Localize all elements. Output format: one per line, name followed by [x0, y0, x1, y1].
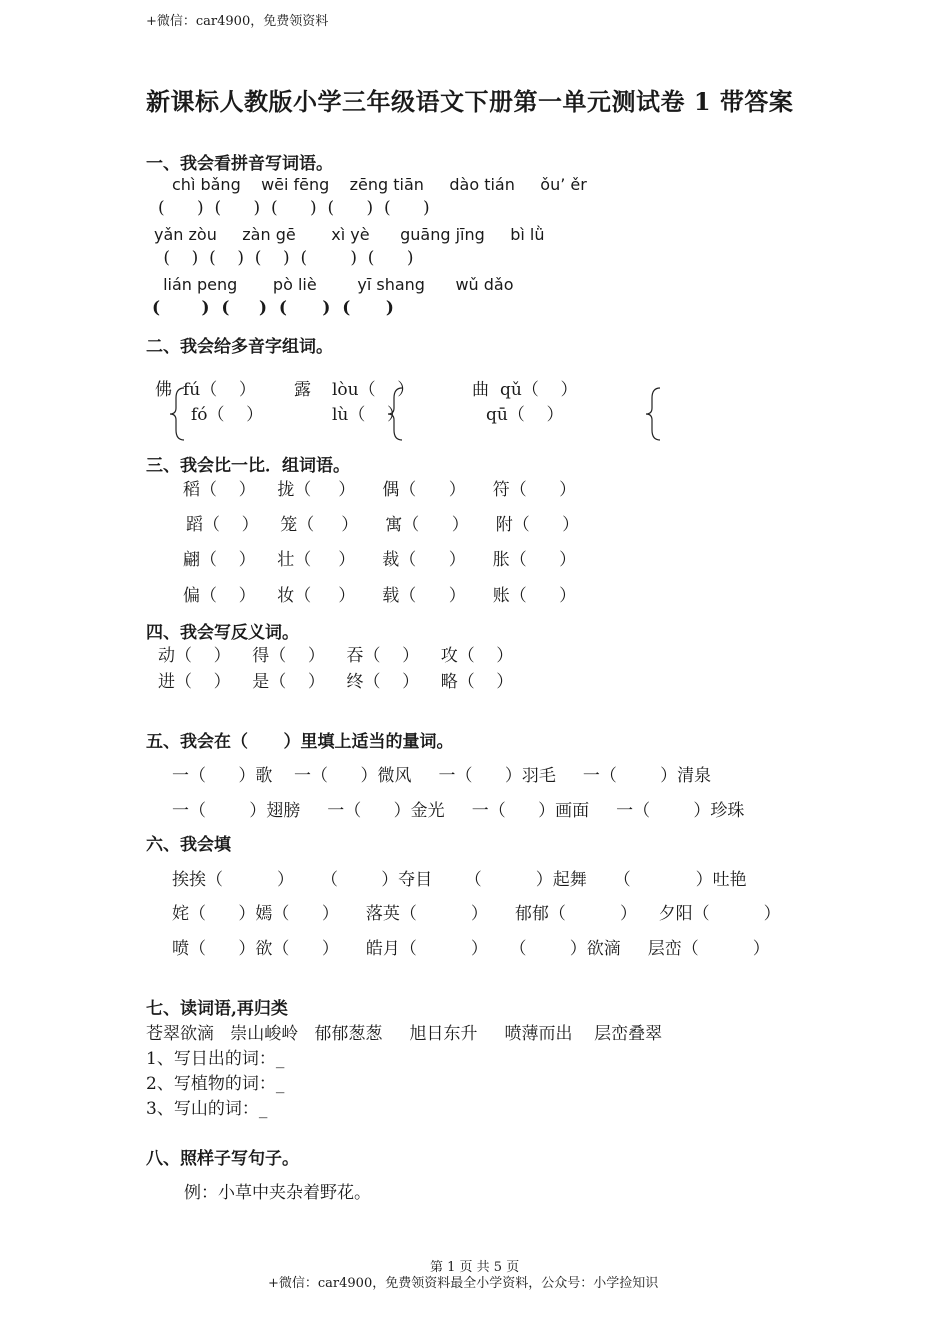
polyphone-qu1-blank: qū（ ） [486, 405, 564, 425]
blank-row-2: ( ) ( ) ( ) ( ) ( ) [158, 248, 414, 268]
polyphone-qu3-blank: qǔ（ ） [500, 380, 578, 400]
fill-row-2: 姹（ ）嫣（ ） 落英（ ） 郁郁（ ） 夕阳（ ） [172, 904, 781, 924]
blank-row-3: ( ) ( ) ( ) ( ) [152, 298, 394, 318]
polyphone-char-qu: 曲 [472, 380, 489, 400]
section-8-heading: 八、照样子写句子。 [146, 1149, 299, 1169]
brace-icon [386, 386, 406, 442]
antonym-row-1: 动（ ） 得（ ） 吞（ ） 攻（ ） [158, 646, 514, 666]
section-3-heading: 三、我会比一比．组词语。 [146, 456, 350, 476]
fill-row-1: 挨挨（ ） （ ）夺目 （ ）起舞 （ ）吐艳 [172, 870, 747, 890]
polyphone-char-lu: 露 [294, 380, 311, 400]
section-1-heading: 一、我会看拼音写词语。 [146, 154, 333, 174]
sunrise-words-question: 1、写日出的词：_ [146, 1049, 285, 1069]
polyphone-lu-blank: lù（ ） [332, 405, 405, 425]
brace-icon [644, 386, 664, 442]
polyphone-lou-blank: lòu（ ） [332, 380, 415, 400]
compare-row-3: 翩（ ） 壮（ ） 裁（ ） 胀（ ） [183, 550, 577, 570]
section-5-heading: 五、我会在（ ）里填上适当的量词。 [146, 732, 454, 752]
brace-icon [168, 386, 188, 442]
section-6-heading: 六、我会填 [146, 835, 231, 855]
antonym-row-2: 进（ ） 是（ ） 终（ ） 略（ ） [158, 672, 514, 692]
fill-row-3: 喷（ ）欲（ ） 皓月（ ） （ ）欲滴 层峦（ ） [172, 939, 770, 959]
pinyin-row-3: lián peng pò liè yī shang wǔ dǎo [158, 275, 514, 294]
section-7-heading: 七、读词语,再归类 [146, 999, 288, 1019]
header-note: +微信：car4900，免费领资料 [146, 14, 329, 29]
polyphone-fu-blank: fú（ ） [183, 380, 256, 400]
pinyin-row-1: chì bǎng wēi fēng zēng tiān dào tián ǒu’ ěr [172, 175, 587, 194]
measure-word-row-2: 一（ ）翅膀 一（ ）金光 一（ ）画面 一（ ）珍珠 [172, 801, 745, 821]
measure-word-row-1: 一（ ）歌 一（ ）微风 一（ ）羽毛 一（ ）清泉 [172, 766, 712, 786]
page-title: 新课标人教版小学三年级语文下册第一单元测试卷 1 带答案 [146, 87, 794, 116]
word-list: 苍翠欲滴 崇山峻岭 郁郁葱葱 旭日东升 喷薄而出 层峦叠翠 [146, 1024, 663, 1044]
compare-row-4: 偏（ ） 妆（ ） 载（ ） 账（ ） [183, 586, 577, 606]
pinyin-row-2: yǎn zòu zàn gē xì yè guāng jīng bì lǜ [154, 225, 545, 244]
mountain-words-question: 3、写山的词：_ [146, 1099, 268, 1119]
plant-words-question: 2、写植物的词：_ [146, 1074, 285, 1094]
polyphone-fo-blank: fó（ ） [191, 405, 264, 425]
example-sentence: 例：小草中夹杂着野花。 [184, 1183, 371, 1203]
footer-note: +微信：car4900，免费领资料最全小学资料，公众号：小学捡知识 [268, 1276, 659, 1291]
blank-row-1: ( ) ( ) ( ) ( ) ( ) [158, 198, 430, 218]
polyphone-char-fo: 佛 [155, 380, 172, 400]
page-number: 第 1 页 共 5 页 [430, 1260, 520, 1275]
section-2-heading: 二、我会给多音字组词。 [146, 337, 333, 357]
section-4-heading: 四、我会写反义词。 [146, 623, 299, 643]
compare-row-1: 稻（ ） 拢（ ） 偶（ ） 符（ ） [183, 480, 577, 500]
compare-row-2: 蹈（ ） 笼（ ） 寓（ ） 附（ ） [186, 515, 580, 535]
